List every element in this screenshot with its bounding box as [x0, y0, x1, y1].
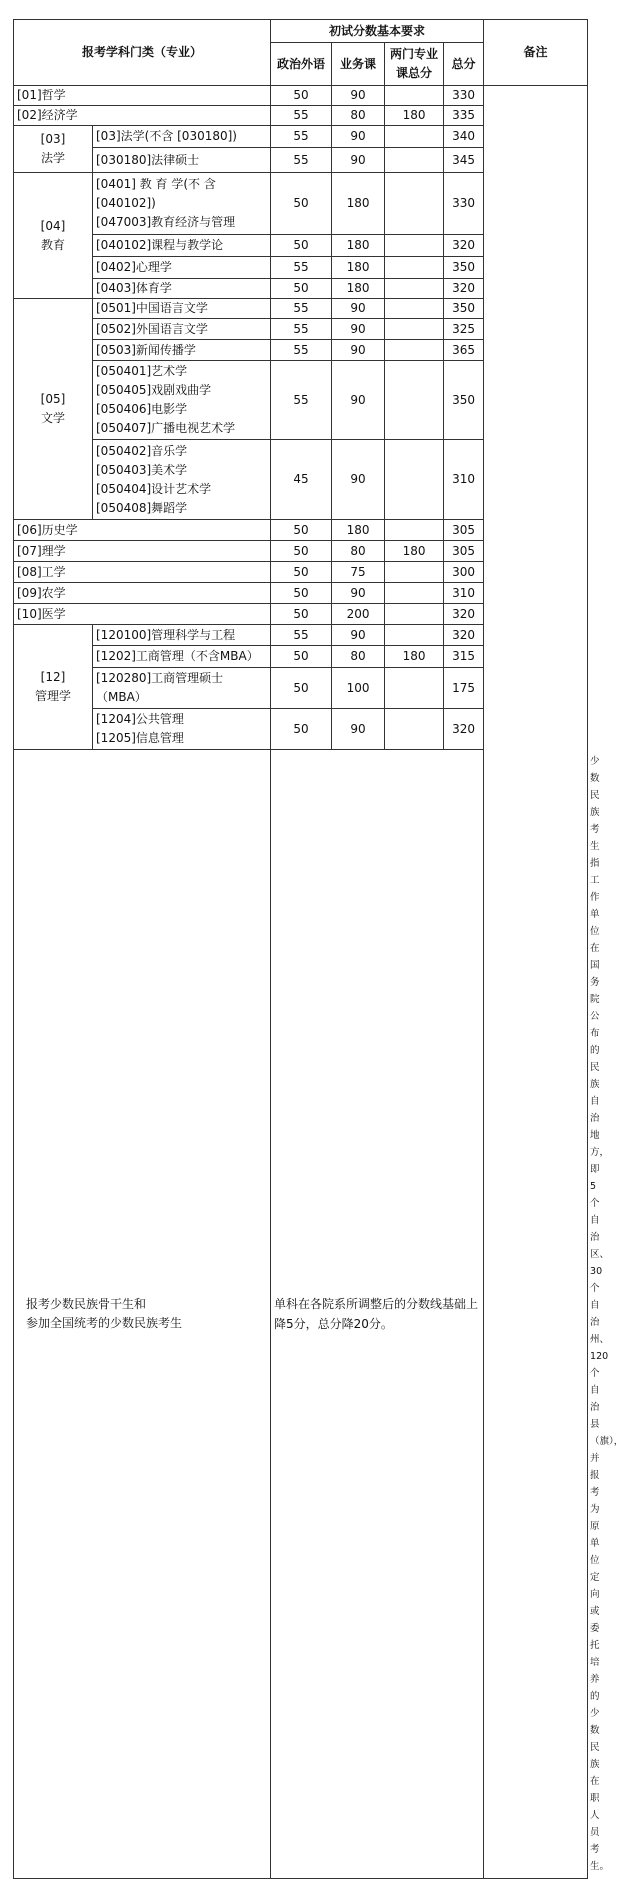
total-score: 350 [444, 361, 484, 440]
cropped-title-fragment [0, 0, 600, 8]
subject-cell: [03]法学(不含 [030180]) [93, 126, 271, 148]
total-score: 315 [444, 646, 484, 668]
politics-score: 50 [271, 583, 332, 604]
subject-cell: [0401] 教 育 学(不 含 [040102]) [047003]教育经济与管理 [93, 173, 271, 235]
business-score: 80 [332, 646, 385, 668]
subject-cell: [1204]公共管理 [1205]信息管理 [93, 709, 271, 750]
business-score: 180 [332, 520, 385, 541]
total-score: 300 [444, 562, 484, 583]
total-score: 320 [444, 625, 484, 646]
total-score: 335 [444, 106, 484, 126]
header-group-title: 初试分数基本要求 [271, 20, 484, 43]
header-subject-category: 报考学科门类（专业） [14, 20, 271, 86]
business-score: 90 [332, 148, 385, 173]
total-score: 325 [444, 319, 484, 340]
score-requirements-table [13, 19, 623, 1879]
subject-cell: [09]农学 [14, 583, 271, 604]
header-two-courses-total: 两门专业课总分 [385, 43, 444, 86]
two-courses-score [385, 126, 444, 148]
two-courses-score [385, 361, 444, 440]
subject-cell: [120280]工商管理硕士 （MBA） [93, 668, 271, 709]
total-score: 175 [444, 668, 484, 709]
subject-cell: [02]经济学 [14, 106, 271, 126]
total-score: 320 [444, 279, 484, 299]
business-score: 80 [332, 541, 385, 562]
subject-cell: [1202]工商管理（不含MBA） [93, 646, 271, 668]
politics-score: 55 [271, 299, 332, 319]
business-score: 200 [332, 604, 385, 625]
total-score: 350 [444, 299, 484, 319]
two-courses-score: 180 [385, 646, 444, 668]
business-score: 90 [332, 440, 385, 520]
business-score: 180 [332, 257, 385, 279]
total-score: 330 [444, 173, 484, 235]
politics-score: 50 [271, 668, 332, 709]
business-score: 180 [332, 279, 385, 299]
total-score: 320 [444, 235, 484, 257]
two-courses-score [385, 299, 444, 319]
business-score: 90 [332, 625, 385, 646]
politics-score: 50 [271, 279, 332, 299]
total-score: 330 [444, 86, 484, 106]
two-courses-score [385, 625, 444, 646]
business-score: 180 [332, 173, 385, 235]
two-courses-score [385, 709, 444, 750]
subject-cell: [01]哲学 [14, 86, 271, 106]
header-politics-foreign: 政治外语 [271, 43, 332, 86]
subject-cell: [050402]音乐学 [050403]美术学 [050404]设计艺术学 [050408]舞蹈学 [93, 440, 271, 520]
two-courses-score [385, 340, 444, 361]
subject-cell: [0501]中国语言文学 [93, 299, 271, 319]
politics-score: 50 [271, 562, 332, 583]
subject-cell: [050401]艺术学 [050405]戏剧戏曲学 [050406]电影学 [050407]广播电视艺术学 [93, 361, 271, 440]
total-score: 365 [444, 340, 484, 361]
two-courses-score [385, 319, 444, 340]
politics-score: 55 [271, 319, 332, 340]
business-score: 80 [332, 106, 385, 126]
politics-score: 50 [271, 604, 332, 625]
two-courses-score [385, 440, 444, 520]
subject-cell: [0403]体育学 [93, 279, 271, 299]
two-courses-score: 180 [385, 106, 444, 126]
header-remarks: 备注 [484, 20, 588, 86]
politics-score: 55 [271, 148, 332, 173]
business-score: 90 [332, 299, 385, 319]
total-score: 340 [444, 126, 484, 148]
politics-score: 50 [271, 541, 332, 562]
total-score: 320 [444, 709, 484, 750]
politics-score: 50 [271, 646, 332, 668]
minority-rule: 单科在各院系所调整后的分数线基础上降5分，总分降20分。 [271, 750, 484, 1879]
politics-score: 50 [271, 709, 332, 750]
politics-score: 50 [271, 86, 332, 106]
politics-score: 45 [271, 440, 332, 520]
subject-cell: [08]工学 [14, 562, 271, 583]
business-score: 90 [332, 126, 385, 148]
business-score: 90 [332, 340, 385, 361]
remarks-cell [484, 86, 588, 1879]
politics-score: 50 [271, 520, 332, 541]
subject-cell: [10]医学 [14, 604, 271, 625]
total-score: 350 [444, 257, 484, 279]
total-score: 345 [444, 148, 484, 173]
politics-score: 50 [271, 173, 332, 235]
business-score: 90 [332, 583, 385, 604]
two-courses-score [385, 520, 444, 541]
two-courses-score [385, 279, 444, 299]
group-label-management: [12] 管理学 [14, 625, 93, 750]
two-courses-score [385, 562, 444, 583]
business-score: 90 [332, 709, 385, 750]
group-label-law: [03] 法学 [14, 126, 93, 173]
two-courses-score [385, 257, 444, 279]
table-row [14, 86, 588, 106]
group-label-literature: [05] 文学 [14, 299, 93, 520]
business-score: 90 [332, 319, 385, 340]
two-courses-score [385, 173, 444, 235]
politics-score: 55 [271, 106, 332, 126]
politics-score: 55 [271, 126, 332, 148]
politics-score: 50 [271, 235, 332, 257]
subject-cell: [0503]新闻传播学 [93, 340, 271, 361]
business-score: 75 [332, 562, 385, 583]
total-score: 310 [444, 440, 484, 520]
subject-cell: [0502]外国语言文学 [93, 319, 271, 340]
group-label-education: [04] 教育 [14, 173, 93, 299]
business-score: 90 [332, 361, 385, 440]
two-courses-score [385, 604, 444, 625]
two-courses-score [385, 86, 444, 106]
business-score: 90 [332, 86, 385, 106]
politics-score: 55 [271, 340, 332, 361]
politics-score: 55 [271, 257, 332, 279]
header-total: 总分 [444, 43, 484, 86]
total-score: 305 [444, 520, 484, 541]
politics-score: 55 [271, 625, 332, 646]
subject-cell: [07]理学 [14, 541, 271, 562]
politics-score: 55 [271, 361, 332, 440]
two-courses-score [385, 583, 444, 604]
two-courses-score [385, 148, 444, 173]
two-courses-score: 180 [385, 541, 444, 562]
subject-cell: [06]历史学 [14, 520, 271, 541]
subject-cell: [120100]管理科学与工程 [93, 625, 271, 646]
total-score: 305 [444, 541, 484, 562]
business-score: 100 [332, 668, 385, 709]
two-courses-score [385, 235, 444, 257]
minority-label: 报考少数民族骨干生和 参加全国统考的少数民族考生 [14, 750, 271, 1879]
total-score: 320 [444, 604, 484, 625]
minority-row: 报考少数民族骨干生和 参加全国统考的少数民族考生 单科在各院系所调整后的分数线基础上降5分，总分降20分。 少数民族考生指工作单位在国务院公布的民族自治地方，即5个自治区、30个自治州、120个自治县（旗），并报考为原单位定向或委托培养的少数民族在职人员考生。 [14, 750, 588, 1879]
subject-cell: [0402]心理学 [93, 257, 271, 279]
total-score: 310 [444, 583, 484, 604]
subject-cell: [030180]法律硕士 [93, 148, 271, 173]
subject-cell: [040102]课程与教学论 [93, 235, 271, 257]
business-score: 180 [332, 235, 385, 257]
two-courses-score [385, 668, 444, 709]
header-business-course: 业务课 [332, 43, 385, 86]
